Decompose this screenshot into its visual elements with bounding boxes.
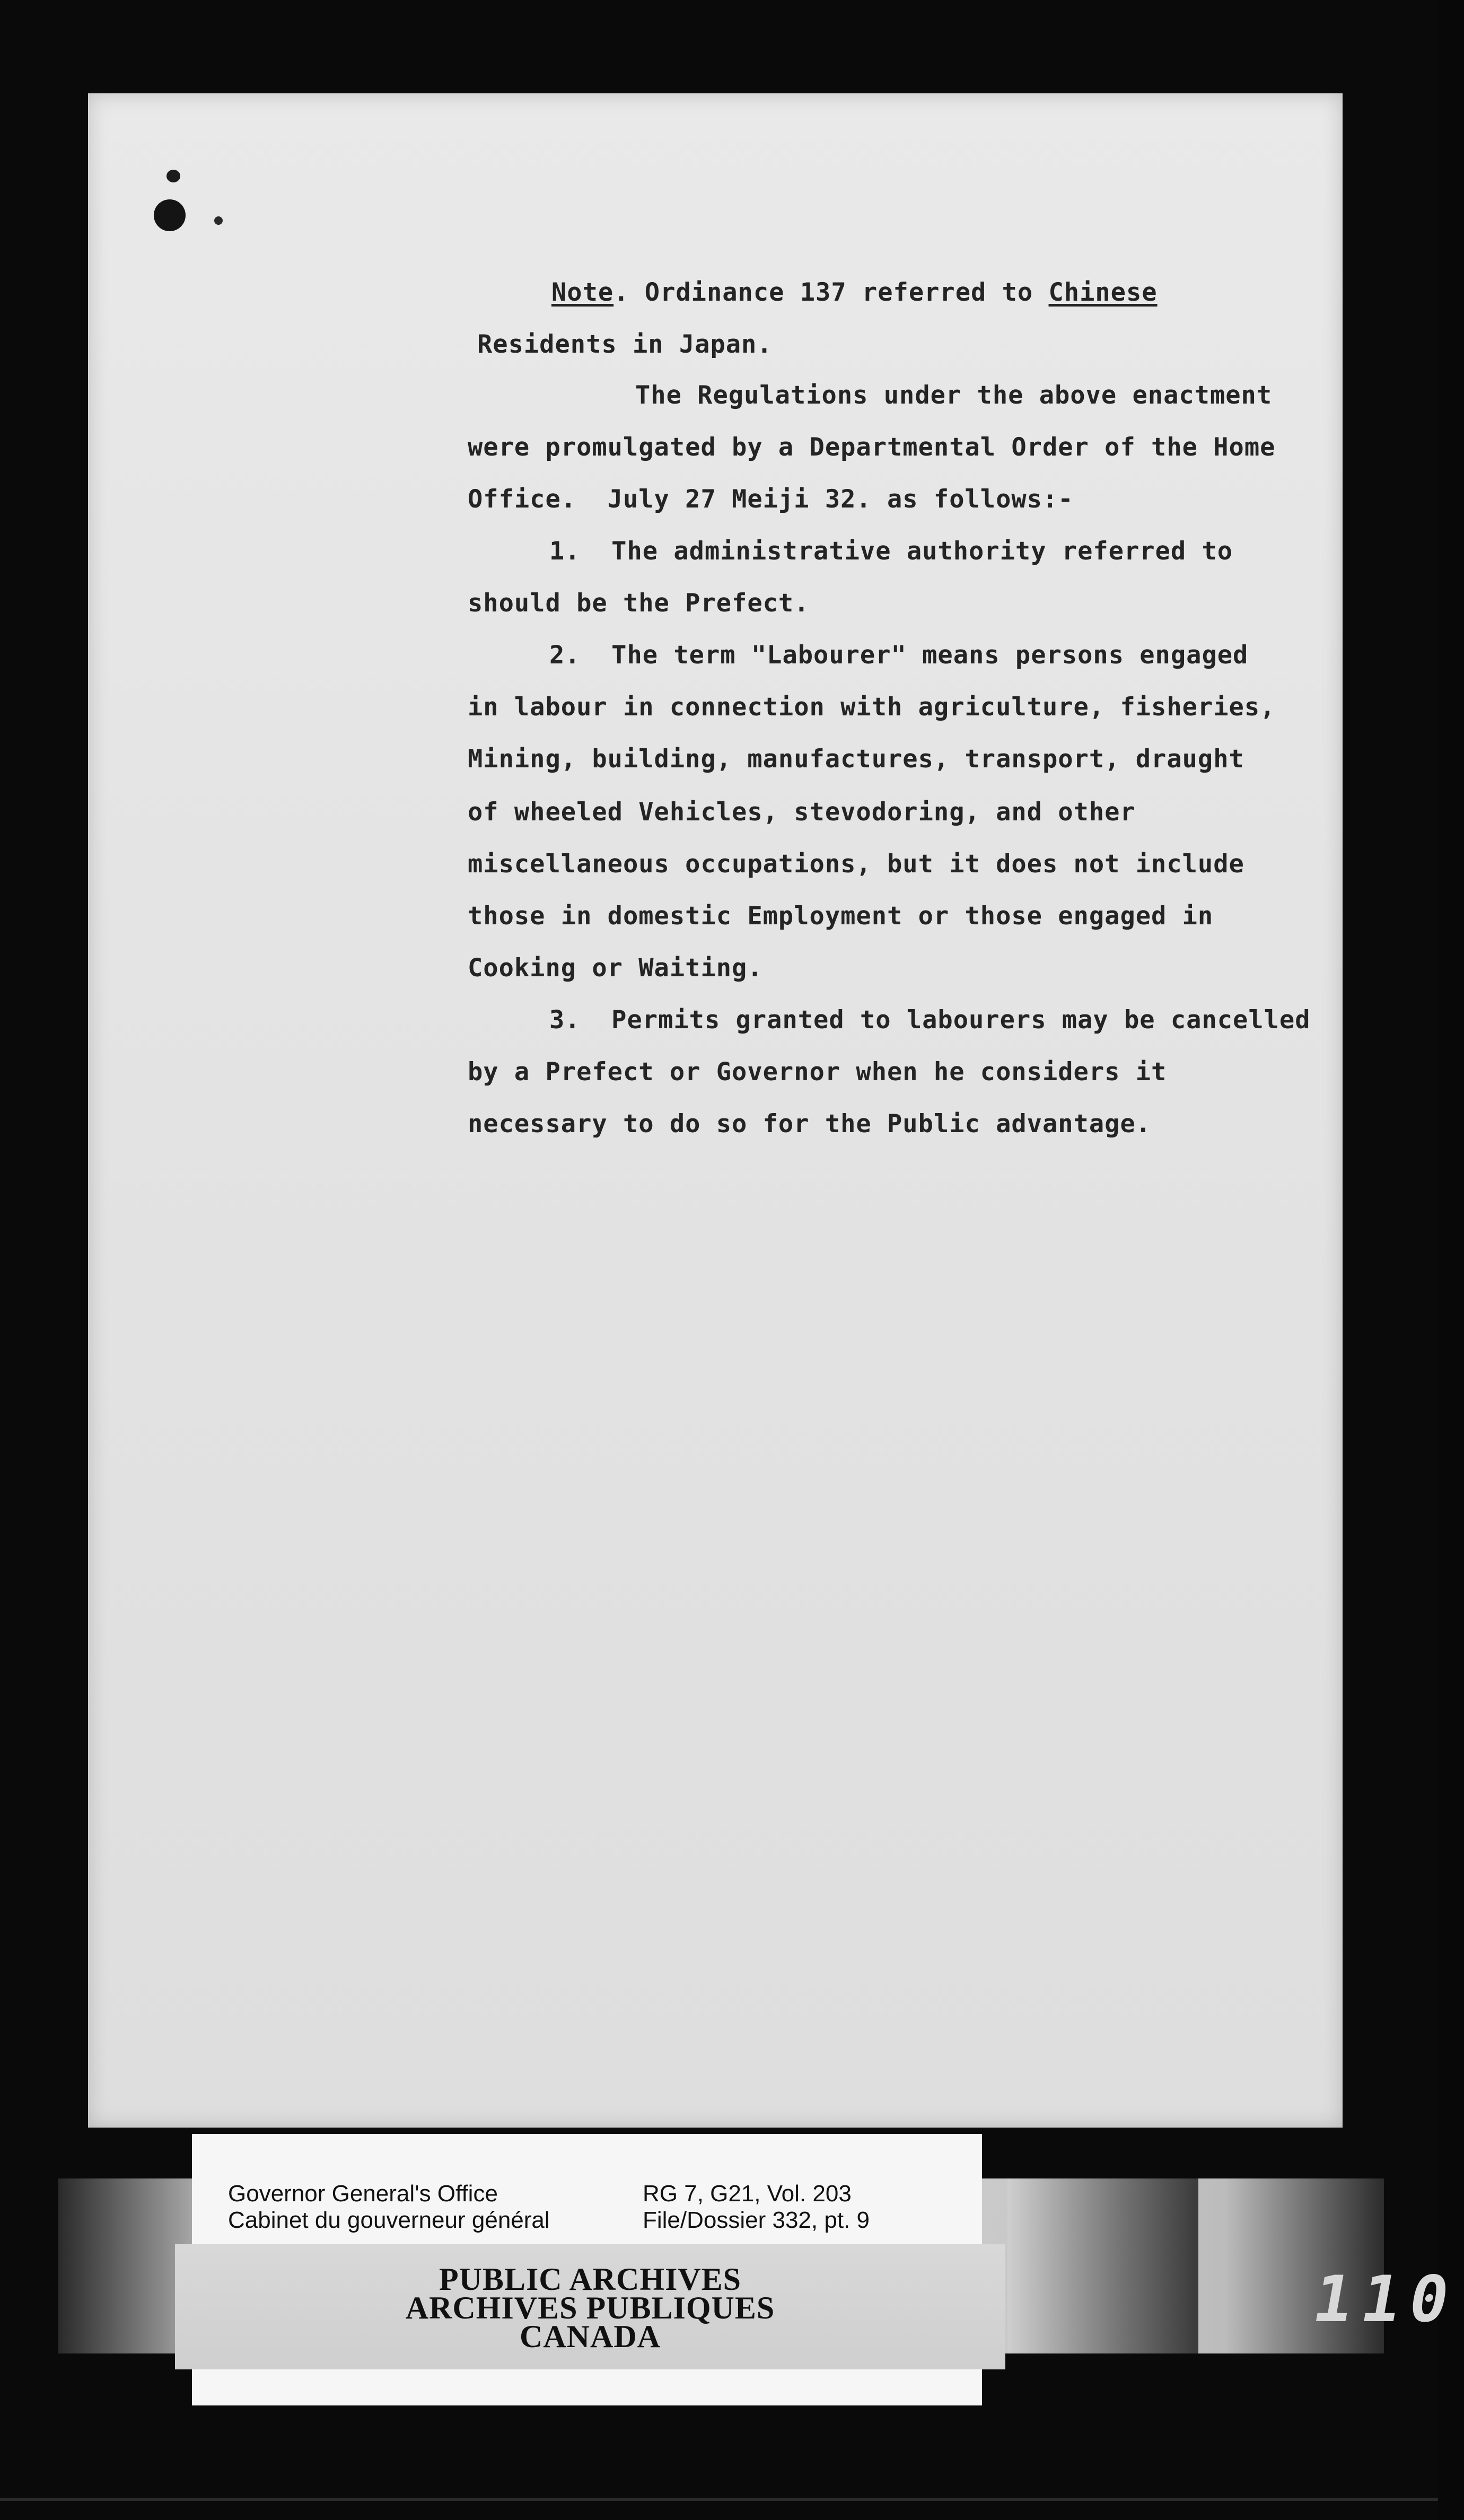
text-line: by a Prefect or Governor when he considers it — [468, 1057, 1167, 1087]
record-group-reference: RG 7, G21, Vol. 203 — [643, 2181, 852, 2207]
text-line: miscellaneous occupations, but it does not include — [468, 850, 1244, 879]
archives-name-fr: ARCHIVES PUBLIQUES — [405, 2290, 775, 2325]
text-line: Office. July 27 Meiji 32. as follows:- — [468, 485, 1074, 514]
text-line: were promulgated by a Departmental Order of the Home — [468, 433, 1276, 462]
microfilm-frame-number: 110 — [1307, 2263, 1464, 2337]
film-edge — [0, 2498, 1438, 2501]
text-line: 2. The term "Labourer" means persons engaged — [549, 641, 1249, 670]
typed-document-page — [88, 93, 1343, 2128]
note-heading: Note — [551, 278, 614, 307]
office-name-en: Governor General's Office — [228, 2181, 498, 2207]
typed-text — [88, 93, 1343, 1260]
text-line: should be the Prefect. — [468, 589, 810, 618]
archives-country: CANADA — [520, 2319, 661, 2354]
text-line: necessary to do so for the Public advantage. — [468, 1109, 1152, 1139]
underlined-word: Chinese — [1048, 278, 1158, 307]
label-shadow — [1007, 2178, 1198, 2353]
text-line: Note. Ordinance 137 referred to Chinese — [551, 278, 1158, 307]
archives-name-en: PUBLIC ARCHIVES — [439, 2262, 742, 2297]
text-line: Mining, building, manufactures, transport, draught — [468, 745, 1244, 774]
text-line: Residents in Japan. — [477, 330, 773, 359]
text-line: 1. The administrative authority referred to — [549, 537, 1233, 566]
file-reference: File/Dossier 332, pt. 9 — [643, 2207, 870, 2233]
text-line: Cooking or Waiting. — [468, 953, 763, 983]
text-line: 3. Permits granted to labourers may be cancelled — [549, 1005, 1311, 1035]
text-line: in labour in connection with agriculture, fisheries, — [468, 693, 1276, 722]
text-line: The Regulations under the above enactment — [635, 381, 1273, 410]
text-line: those in domestic Employment or those engaged in — [468, 902, 1214, 931]
text-line: of wheeled Vehicles, stevodoring, and other — [468, 798, 1136, 827]
office-name-fr: Cabinet du gouverneur général — [228, 2207, 550, 2233]
